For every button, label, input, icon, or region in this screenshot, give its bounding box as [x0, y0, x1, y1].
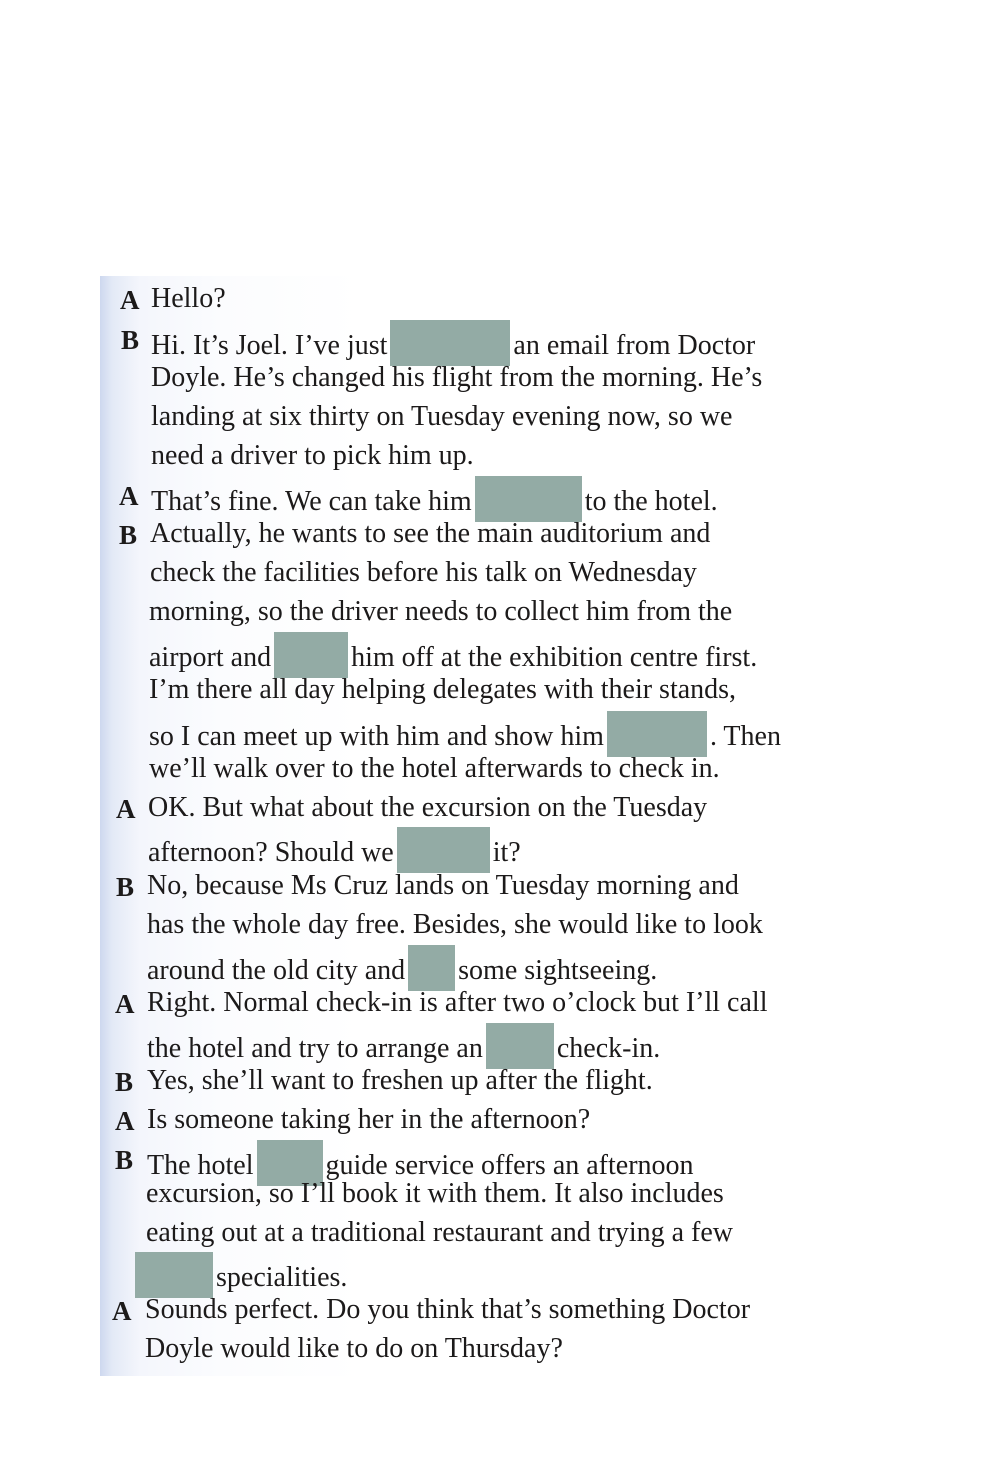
dialogue-line: [151, 280, 226, 318]
dialogue-text: Doyle. He’s changed his flight from the morning. He’s: [151, 362, 763, 393]
speaker-label: A: [119, 481, 139, 511]
dialogue-text: need a driver to pick him up.: [151, 440, 474, 471]
dialogue-line: [151, 320, 756, 361]
dialogue-text: eating out at a traditional restaurant and trying a few: [146, 1217, 734, 1248]
dialogue-text: The hotel: [147, 1150, 254, 1181]
dialogue-line: [145, 1330, 563, 1368]
dialogue-text: him off at the exhibition centre first.: [351, 642, 758, 673]
dialogue-line: [149, 593, 732, 631]
dialogue-line: [146, 1214, 733, 1252]
dialogue-text: landing at six thirty on Tuesday evening now, so we: [151, 401, 733, 432]
speaker-label: A: [115, 989, 135, 1019]
dialogue-line: [151, 437, 474, 475]
dialogue-line: [151, 398, 732, 436]
dialogue-text: OK. But what about the excursion on the Tuesday: [148, 792, 708, 823]
dialogue-line: [149, 750, 720, 788]
dialogue-line: [147, 984, 767, 1022]
dialogue-text: Hi. It’s Joel. I’ve just: [151, 330, 388, 361]
dialogue-line: [148, 827, 521, 868]
dialogue-text: excursion, so I’ll book it with them. It also includes: [146, 1178, 724, 1209]
dialogue-text: to the hotel.: [584, 486, 718, 517]
dialogue-text: Sounds perfect. Do you think that’s something Doctor: [145, 1294, 751, 1325]
dialogue-line: [150, 554, 697, 592]
dialogue-text: specialities.: [216, 1262, 348, 1293]
dialogue-text: it?: [492, 837, 521, 868]
speaker-label: B: [115, 1067, 134, 1097]
dialogue-text: That’s fine. We can take him: [151, 486, 472, 517]
speaker-label: A: [115, 1106, 135, 1136]
dialogue-text: morning, so the driver needs to collect him from the: [149, 596, 733, 627]
dialogue-text: afternoon? Should we: [148, 837, 394, 868]
dialogue-text: so I can meet up with him and show him: [149, 721, 604, 752]
dialogue-line: [149, 711, 781, 752]
dialogue-text: the hotel and try to arrange an: [147, 1033, 483, 1064]
dialogue-line: [148, 789, 707, 827]
speaker-label: B: [119, 520, 138, 550]
dialogue-line: [147, 1062, 653, 1100]
dialogue-text: Right. Normal check-in is after two o’clock but I’ll call: [147, 987, 768, 1018]
dialogue-line: [145, 1291, 750, 1329]
dialogue-line: [132, 1252, 348, 1293]
dialogue-line: [146, 1175, 724, 1213]
dialogue-text: No, because Ms Cruz lands on Tuesday morning and: [147, 870, 739, 901]
speaker-label: A: [116, 794, 136, 824]
dialogue-text: check the facilities before his talk on Wednesday: [150, 557, 697, 588]
dialogue-line: [147, 1101, 590, 1139]
dialogue-text: check-in.: [556, 1033, 661, 1064]
dialogue-line: [149, 632, 758, 673]
dialogue-line: [151, 476, 718, 517]
dialogue-text: Hello?: [151, 283, 226, 314]
dialogue-text: Is someone taking her in the afternoon?: [147, 1104, 591, 1135]
dialogue-line: [147, 1140, 694, 1181]
dialogue-text: Doyle would like to do on Thursday?: [145, 1333, 563, 1364]
dialogue-text: has the whole day free. Besides, she would like to look: [147, 909, 763, 940]
dialogue-text: Actually, he wants to see the main auditorium and: [150, 518, 711, 549]
dialogue-line: [147, 867, 739, 905]
dialogue-text: guide service offers an afternoon: [325, 1150, 694, 1181]
dialogue-text: I’m there all day helping delegates with their stands,: [149, 674, 737, 705]
dialogue-line: [147, 1023, 661, 1064]
dialogue-line: [151, 359, 762, 397]
dialogue-text: we’ll walk over to the hotel afterwards to check in.: [149, 753, 720, 784]
dialogue-text: an email from Doctor: [513, 330, 756, 361]
dialogue-line: [150, 515, 710, 553]
speaker-label: A: [120, 285, 140, 315]
dialogue-text: some sightseeing.: [458, 955, 658, 986]
dialogue-text: Yes, she’ll want to freshen up after the flight.: [147, 1065, 653, 1096]
dialogue-text: . Then: [709, 721, 781, 752]
dialogue-line: [149, 671, 736, 709]
speaker-label: B: [115, 1145, 134, 1175]
speaker-label: A: [112, 1296, 132, 1326]
dialogue-line: [147, 945, 658, 986]
dialogue-line: [147, 906, 763, 944]
dialogue-text: airport and: [149, 642, 272, 673]
speaker-label: B: [121, 325, 140, 355]
speaker-label: B: [116, 872, 135, 902]
dialogue-text: around the old city and: [147, 955, 406, 986]
